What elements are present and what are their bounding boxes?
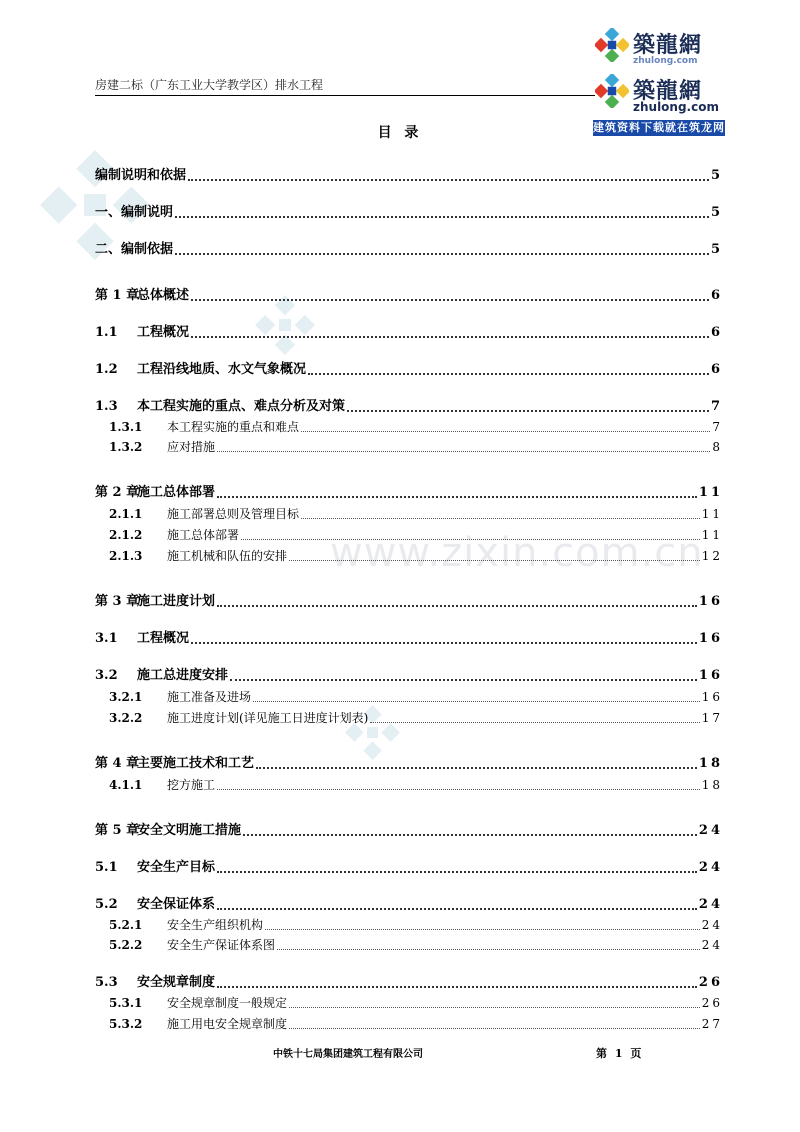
toc-leader-dots (191, 642, 697, 644)
toc-entry-number: 4.1.1 (109, 778, 143, 792)
toc-entry-number: 3.2 (95, 668, 118, 683)
toc-entry-number: 第 2 章 (95, 485, 140, 500)
toc-entry-page: 18 (701, 778, 723, 792)
toc-entry-title: 总体概述 (137, 288, 190, 303)
toc-leader-dots (265, 929, 700, 930)
toc-leader-dots (308, 373, 709, 375)
toc-entry[interactable] (95, 688, 723, 706)
toc-entry-title: 本工程实施的重点、难点分析及对策 (137, 399, 346, 414)
toc-entry-page: 18 (698, 756, 723, 771)
toc-entry-number: 5.3 (95, 975, 118, 990)
toc-leader-dots (191, 299, 709, 301)
toc-leader-dots (347, 410, 709, 412)
toc-entry-title: 施工总进度安排 (137, 668, 229, 683)
toc-leader-dots (370, 722, 699, 723)
toc-entry[interactable] (95, 241, 723, 259)
toc-leader-dots (217, 986, 697, 988)
toc-entry-page: 24 (701, 918, 723, 932)
toc-entry-number: 第 4 章 (95, 756, 140, 771)
toc-entry-page: 5 (710, 205, 723, 220)
toc-entry-title: 二、编制依据 (95, 242, 174, 257)
toc-entry-number: 1.2 (95, 362, 118, 377)
toc-entry-number: 1.3 (95, 399, 118, 414)
toc-entry[interactable] (95, 484, 723, 502)
toc-entry-title: 安全规章制度 (137, 975, 216, 990)
toc-entry-number: 5.2 (95, 897, 118, 912)
toc-entry-number: 第 5 章 (95, 823, 140, 838)
toc-leader-dots (289, 560, 700, 561)
toc-entry[interactable] (95, 994, 723, 1012)
toc-entry-title: 安全保证体系 (137, 897, 216, 912)
logo-domain: zhulong.com (633, 100, 719, 114)
toc-leader-dots (289, 1007, 700, 1008)
toc-leader-dots (191, 336, 709, 338)
toc-entry-page: 5 (710, 242, 723, 257)
toc-entry[interactable] (95, 974, 723, 992)
toc-entry-title: 施工进度计划 (137, 594, 216, 609)
toc-entry-title: 工程概况 (137, 631, 190, 646)
toc-entry[interactable] (95, 755, 723, 773)
toc-entry[interactable] (95, 361, 723, 379)
toc-leader-dots (243, 834, 697, 836)
toc-entry[interactable] (95, 287, 723, 305)
toc-leader-dots (277, 949, 700, 950)
toc-entry-title: 施工准备及进场 (167, 690, 252, 704)
toc-entry-number: 2.1.1 (109, 507, 143, 521)
toc-entry-title: 安全规章制度一般规定 (167, 996, 288, 1010)
toc-entry[interactable] (95, 167, 723, 185)
toc-entry-title: 施工用电安全规章制度 (167, 1017, 288, 1031)
toc-entry-page: 16 (698, 594, 723, 609)
toc-leader-dots (217, 451, 710, 452)
watermark-text: www.zixin.com.cn (330, 530, 704, 576)
toc-entry-number: 1.1 (95, 325, 118, 340)
toc-leader-dots (188, 179, 709, 181)
toc-entry[interactable] (95, 547, 723, 565)
toc-leader-dots (217, 496, 697, 498)
logo-slogan: 建筑资料下载就在筑龙网 (593, 121, 725, 134)
toc-entry[interactable] (95, 438, 723, 456)
toc-entry-page: 5 (710, 168, 723, 183)
toc-entry[interactable] (95, 324, 723, 342)
toc-entry[interactable] (95, 204, 723, 222)
toc-entry[interactable] (95, 1015, 723, 1033)
toc-entry-title: 安全生产目标 (137, 860, 216, 875)
toc-entry-title: 施工总体部署 (137, 485, 216, 500)
toc-entry-page: 24 (698, 897, 723, 912)
toc-entry-number: 3.2.1 (109, 690, 143, 704)
toc-entry-number: 2.1.3 (109, 549, 143, 563)
toc-entry-page: 17 (701, 711, 723, 725)
toc-entry-number: 3.1 (95, 631, 118, 646)
toc-entry[interactable] (95, 936, 723, 954)
toc-entry-page: 6 (710, 288, 723, 303)
toc-entry-page: 8 (712, 440, 723, 454)
toc-leader-dots (241, 539, 700, 540)
toc-entry-page: 6 (710, 362, 723, 377)
toc-entry-number: 1.3.1 (109, 420, 143, 434)
toc-entry-title: 安全生产组织机构 (167, 918, 264, 932)
toc-entry-page: 16 (701, 690, 723, 704)
page-title: 目 录 (377, 125, 423, 141)
toc-leader-dots (175, 216, 709, 218)
logo-domain: zhulong.com (633, 56, 698, 66)
toc-leader-dots (217, 605, 697, 607)
footer-company: 中铁十七局集团建筑工程有限公司 (273, 1049, 423, 1060)
toc-entry-number: 第 1 章 (95, 288, 140, 303)
toc-entry-title: 工程沿线地质、水文气象概况 (137, 362, 307, 377)
toc-entry-title: 安全生产保证体系图 (167, 938, 276, 952)
toc-entry-page: 26 (701, 996, 723, 1010)
toc-entry-number: 第 3 章 (95, 594, 140, 609)
toc-entry-page: 16 (698, 631, 723, 646)
toc-entry-number: 5.3.2 (109, 1017, 143, 1031)
toc-leader-dots (175, 253, 709, 255)
toc-leader-dots (217, 908, 697, 910)
toc-entry-page: 24 (698, 823, 723, 838)
toc-entry-page: 11 (698, 485, 723, 500)
toc-entry-number: 5.2.2 (109, 938, 143, 952)
footer-page-number: 第 1 页 (596, 1047, 644, 1060)
logo-brand-name: 築龍網 (633, 33, 703, 58)
toc-leader-dots (230, 679, 697, 681)
toc-entry-number: 5.1 (95, 860, 118, 875)
toc-entry[interactable] (95, 593, 723, 611)
toc-entry[interactable] (95, 896, 723, 914)
toc-entry-title: 施工总体部署 (167, 528, 240, 542)
toc-entry-title: 施工进度计划(详见施工日进度计划表) (167, 711, 369, 725)
toc-entry-number: 2.1.2 (109, 528, 143, 542)
toc-entry-title: 编制说明和依据 (95, 168, 187, 183)
toc-entry-page: 12 (701, 549, 723, 563)
toc-entry-number: 1.3.2 (109, 440, 143, 454)
header-project-name: 房建二标（广东工业大学教学区）排水工程 (95, 78, 324, 92)
toc-entry-page: 7 (710, 399, 723, 414)
toc-entry-page: 24 (701, 938, 723, 952)
toc-leader-dots (289, 1028, 700, 1029)
toc-leader-dots (301, 431, 710, 432)
toc-entry-page: 26 (698, 975, 723, 990)
toc-entry-number: 5.3.1 (109, 996, 143, 1010)
logo-brand-name: 築龍網 (633, 79, 703, 104)
toc-entry[interactable] (95, 822, 723, 840)
toc-entry[interactable] (95, 526, 723, 544)
toc-entry[interactable] (95, 418, 723, 436)
toc-entry[interactable] (95, 776, 723, 794)
toc-leader-dots (217, 871, 697, 873)
toc-entry[interactable] (95, 667, 723, 685)
toc-leader-dots (256, 767, 697, 769)
toc-entry-title: 挖方施工 (167, 778, 216, 792)
toc-entry-title: 主要施工技术和工艺 (137, 756, 255, 771)
toc-entry-number: 5.2.1 (109, 918, 143, 932)
toc-entry-page: 6 (710, 325, 723, 340)
toc-entry-page: 16 (698, 668, 723, 683)
toc-entry-page: 27 (701, 1017, 723, 1031)
toc-entry[interactable] (95, 505, 723, 523)
toc-entry-title: 安全文明施工措施 (137, 823, 242, 838)
toc-entry-number: 3.2.2 (109, 711, 143, 725)
toc-entry-title: 本工程实施的重点和难点 (167, 420, 300, 434)
toc-entry-page: 7 (712, 420, 723, 434)
toc-entry-title: 一、编制说明 (95, 205, 174, 220)
toc-entry[interactable] (95, 709, 723, 727)
toc-entry[interactable] (95, 859, 723, 877)
toc-leader-dots (217, 789, 700, 790)
toc-entry[interactable] (95, 630, 723, 648)
toc-entry-title: 施工机械和队伍的安排 (167, 549, 288, 563)
toc-entry-title: 施工部署总则及管理目标 (167, 507, 300, 521)
toc-entry-page: 11 (701, 507, 723, 521)
toc-entry-title: 应对措施 (167, 440, 216, 454)
toc-entry-page: 24 (698, 860, 723, 875)
toc-entry[interactable] (95, 916, 723, 934)
toc-entry-title: 工程概况 (137, 325, 190, 340)
toc-entry[interactable] (95, 398, 723, 416)
toc-leader-dots (253, 701, 700, 702)
toc-leader-dots (301, 518, 700, 519)
toc-entry-page: 11 (701, 528, 723, 542)
